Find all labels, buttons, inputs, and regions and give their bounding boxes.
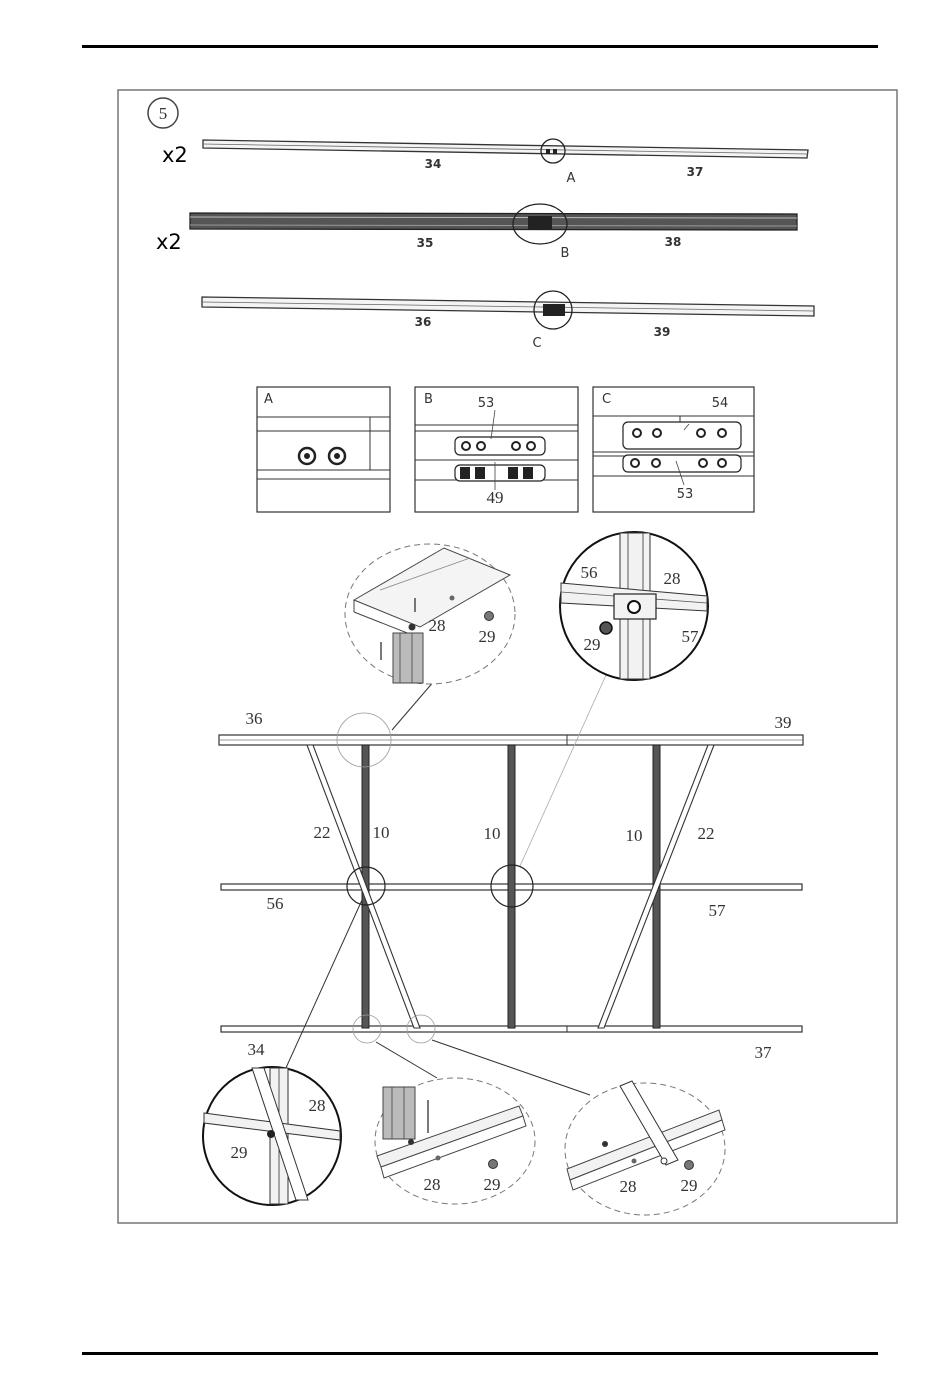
zoom-bottom-right <box>565 1081 725 1215</box>
part-label: 57 <box>681 627 699 646</box>
part-label: 28 <box>308 1096 326 1115</box>
part-label: 37 <box>754 1043 772 1062</box>
bar-row-2 <box>156 204 797 261</box>
part-label: 54 <box>711 396 729 411</box>
part-label: 53 <box>676 487 694 502</box>
part-label: 56 <box>266 894 284 913</box>
part-label: C <box>532 336 542 351</box>
main-frame <box>219 655 803 1095</box>
qty-label: x2 <box>156 230 182 254</box>
part-label: A <box>264 392 273 407</box>
part-label: 10 <box>372 823 390 842</box>
bar-row-1 <box>162 139 808 186</box>
part-label: 49 <box>486 488 504 507</box>
part-label: 34 <box>424 157 442 171</box>
part-label: 57 <box>708 901 726 920</box>
part-label: 39 <box>774 713 792 732</box>
part-label: 28 <box>423 1175 441 1194</box>
detail-b <box>415 387 578 512</box>
part-label: 36 <box>245 709 263 728</box>
part-label: 56 <box>580 563 598 582</box>
part-label: 28 <box>663 569 681 588</box>
part-label: 10 <box>483 824 501 843</box>
zoom-bottom-left <box>203 1067 341 1205</box>
part-label: 39 <box>653 325 671 339</box>
zoom-top-right <box>560 532 708 680</box>
part-label: 29 <box>478 627 496 646</box>
part-label: 22 <box>313 823 331 842</box>
detail-a <box>257 387 390 512</box>
part-label: A <box>566 171 576 186</box>
part-label: 53 <box>477 396 495 411</box>
bar-row-3 <box>202 291 814 351</box>
qty-label: x2 <box>162 143 188 167</box>
part-label: 29 <box>680 1176 698 1195</box>
part-label: 38 <box>664 235 682 249</box>
part-label: 28 <box>428 616 446 635</box>
part-label: 10 <box>625 826 643 845</box>
part-label: 34 <box>247 1040 265 1059</box>
part-label: C <box>602 392 612 407</box>
part-label: 5 <box>158 104 168 123</box>
step-number <box>148 98 178 128</box>
part-label: 36 <box>414 315 432 329</box>
part-label: B <box>424 392 433 407</box>
detail-c <box>593 387 754 512</box>
part-label: 28 <box>619 1177 637 1196</box>
diagram-frame <box>118 90 897 1223</box>
part-label: B <box>560 246 570 261</box>
part-label: 22 <box>697 824 715 843</box>
part-label: 29 <box>483 1175 501 1194</box>
zoom-top-left <box>345 544 515 684</box>
part-label: 35 <box>416 236 434 250</box>
part-label: 29 <box>230 1143 248 1162</box>
part-label: 29 <box>583 635 601 654</box>
zoom-bottom-center <box>375 1078 535 1204</box>
part-label: 37 <box>686 165 704 179</box>
